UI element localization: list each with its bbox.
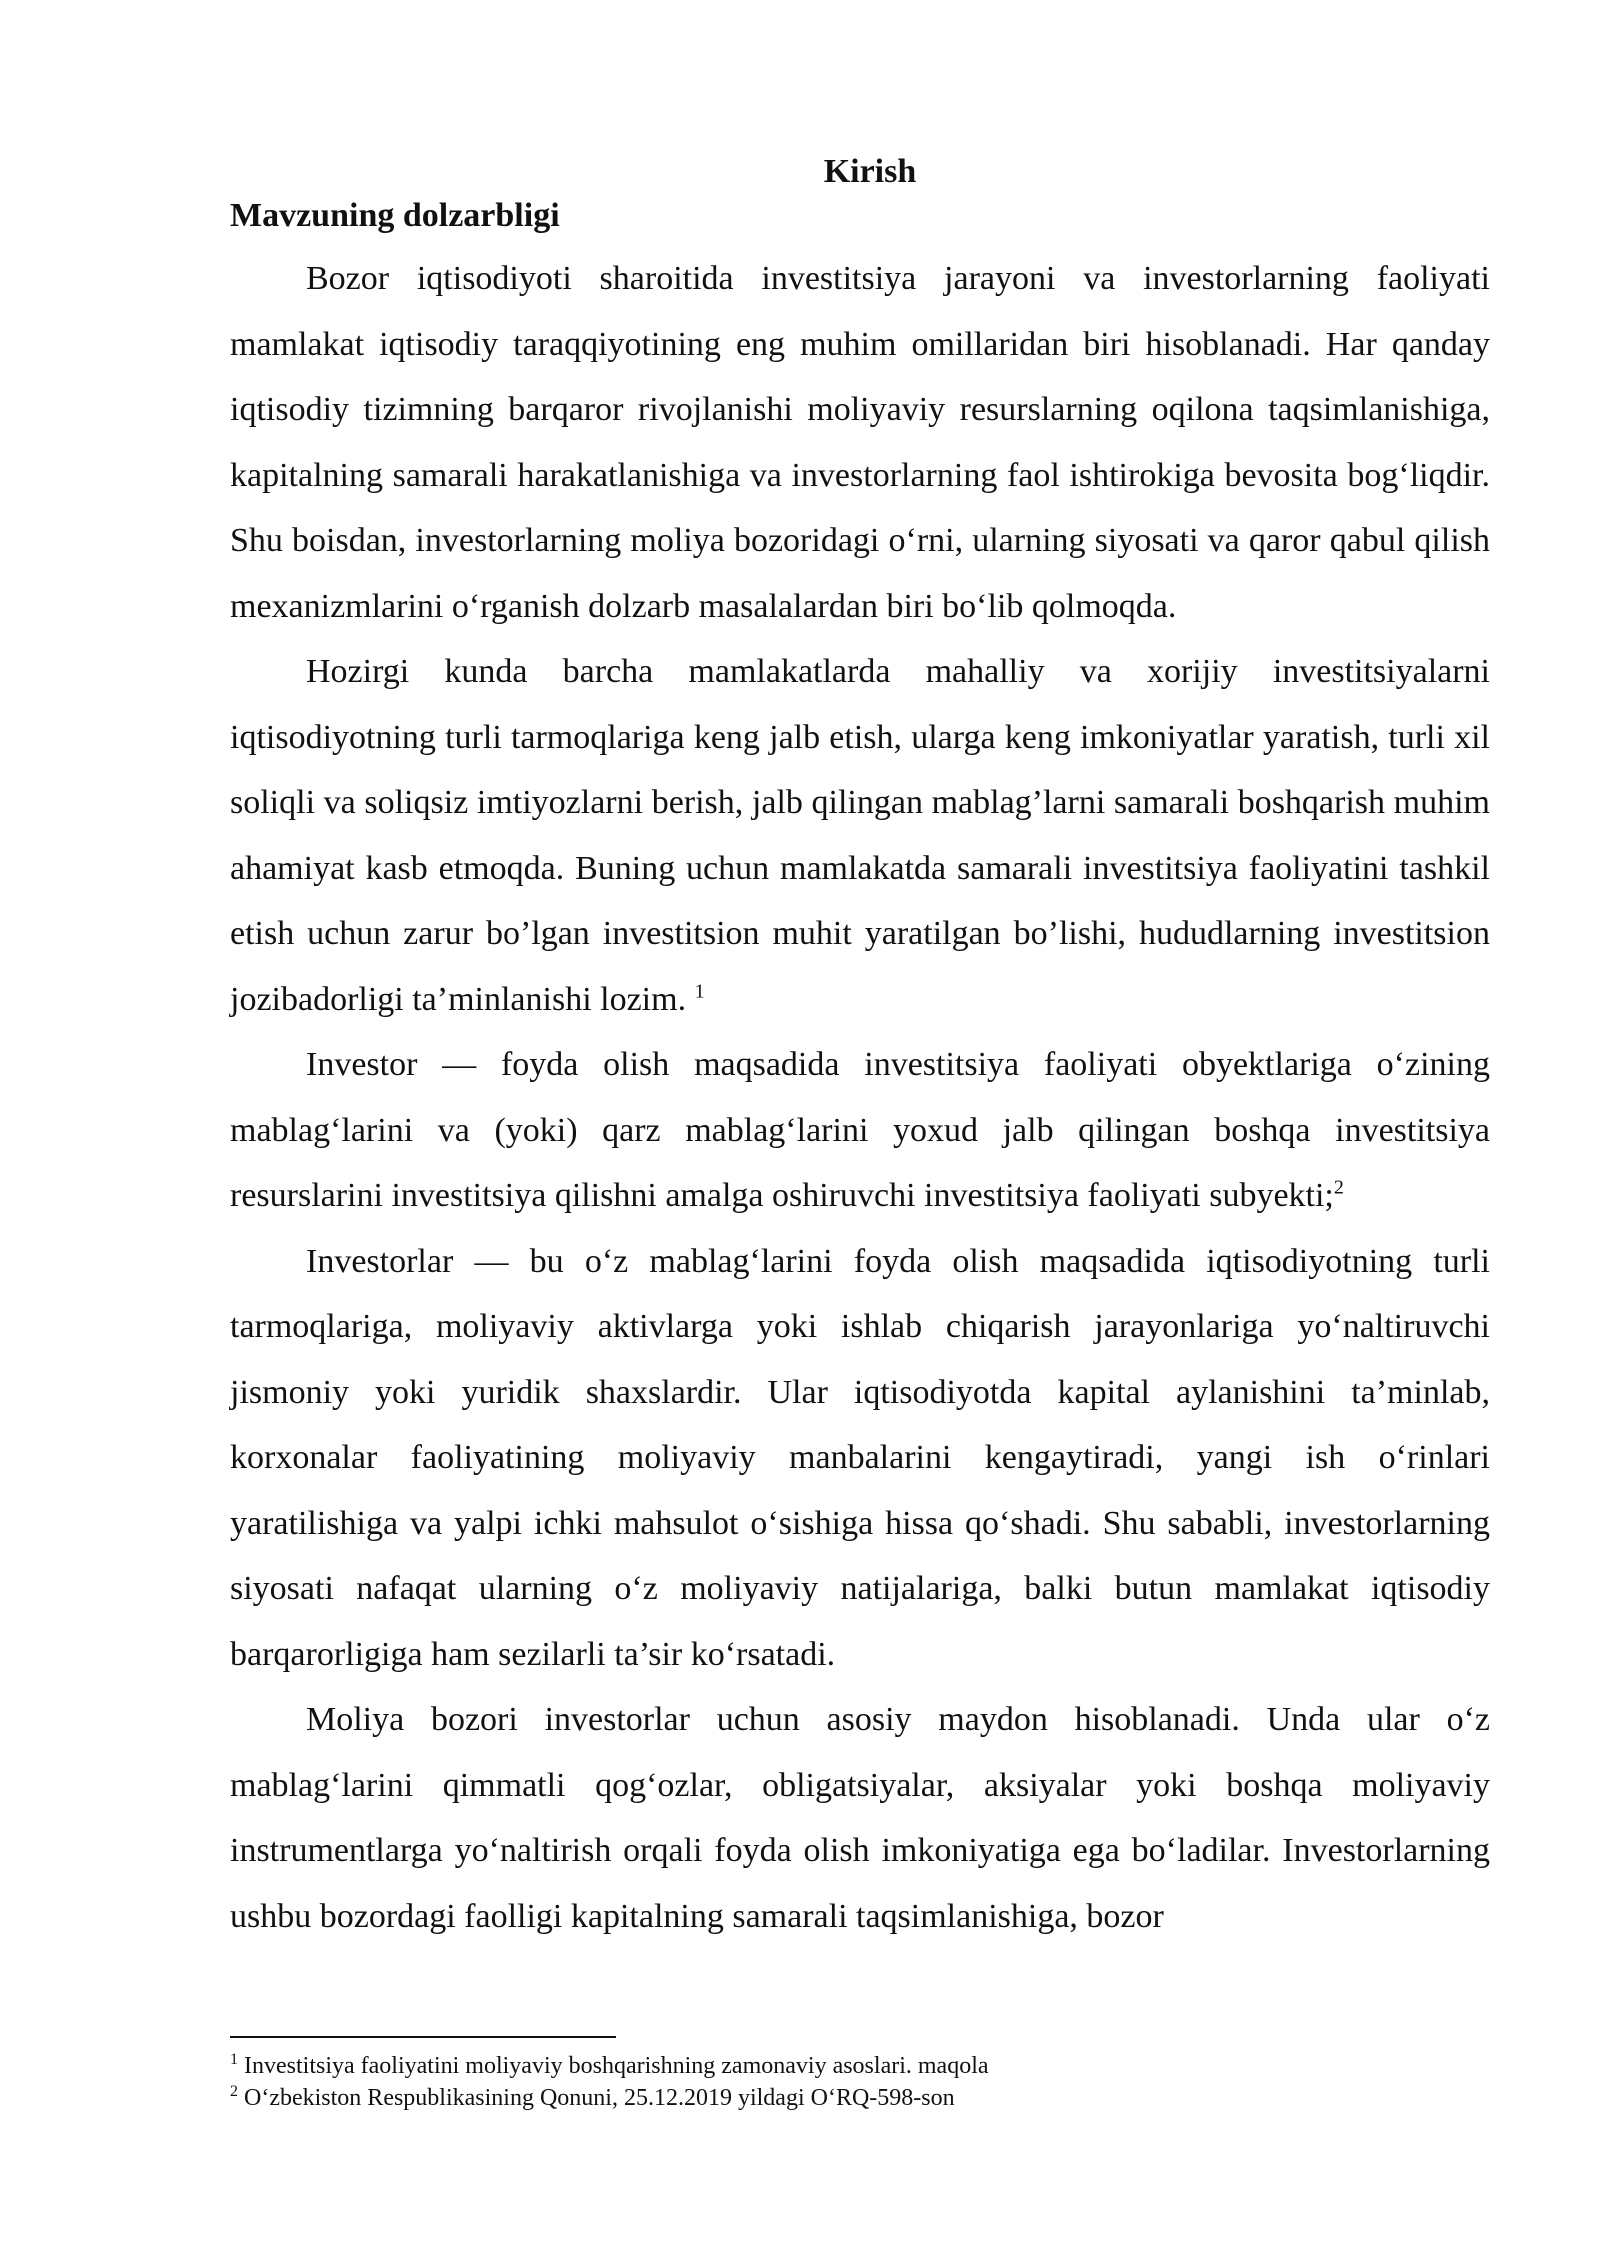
footnote-number: 2	[230, 2083, 238, 2100]
footnote-2	[230, 2082, 1490, 2114]
footnote-1	[230, 2050, 1490, 2082]
footnote-text: Oʻzbekiston Respublikasining Qonuni, 25.12.2019 yildagi OʻRQ-598-son	[238, 2085, 955, 2111]
paragraph-2	[230, 639, 1490, 1032]
paragraph-text: Investor — foyda olish maqsadida investitsiya faoliyati obyektlariga oʻzining mablagʻlarini va (yoki) qarz mablagʻlarini yoxud jalb qilingan boshqa investitsiya resurslarini investitsiya qilishni amalga oshiruvchi investitsiya faoliyati subyekti;	[230, 1046, 1490, 1214]
paragraph-text: Investorlar — bu oʻz mablagʻlarini foyda olish maqsadida iqtisodiyotning turli tarmoqlariga, moliyaviy aktivlarga yoki ishlab chiqarish jarayonlariga yoʻnaltiruvchi jismoniy yoki yuridik shaxslardir. Ular iqtisodiyotda kapital aylanishini ta’minlab, korxonalar faoliyatining moliyaviy manbalarini kengaytiradi, yangi ish oʻrinlari yaratilishiga va yalpi ichki mahsulot oʻsishiga hissa qoʻshadi. Shu sababli, investorlarning siyosati nafaqat ularning oʻz moliyaviy natijalariga, balki butun mamlakat iqtisodiy barqarorligiga ham sezilarli ta’sir koʻrsatadi.	[230, 1242, 1490, 1673]
footnote-separator	[230, 2036, 616, 2038]
document-page	[230, 150, 1490, 1949]
footnotes	[230, 2050, 1490, 2114]
paragraph-text: Hozirgi kunda barcha mamlakatlarda mahalliy va xorijiy investitsiyalarni iqtisodiyotning turli tarmoqlariga keng jalb etish, ularga keng imkoniyatlar yaratish, turli xil soliqli va soliqsiz imtiyozlarni berish, jalb qilingan mablag’larni samarali boshqarish muhim ahamiyat kasb etmoqda. Buning uchun mamlakatda samarali investitsiya faoliyatini tashkil etish uchun zarur bo’lgan investitsion muhit yaratilgan bo’lishi, hududlarning investitsion jozibadorligi ta’minlanishi lozim.	[230, 653, 1490, 1018]
paragraph-text: Moliya bozori investorlar uchun asosiy maydon hisoblanadi. Unda ular oʻz mablagʻlarini qimmatli qogʻozlar, obligatsiyalar, aksiyalar yoki boshqa moliyaviy instrumentlarga yoʻnaltirish orqali foyda olish imkoniyatiga ega boʻladilar. Investorlarning ushbu bozordagi faolligi kapitalning samarali taqsimlanishiga, bozor	[230, 1701, 1490, 1935]
footnote-ref-1[interactable]: 1	[694, 980, 705, 1003]
section-heading: Mavzuning dolzarbligi	[230, 197, 560, 234]
paragraph-4	[230, 1229, 1490, 1688]
paragraph-text: Bozor iqtisodiyoti sharoitida investitsiya jarayoni va investorlarning faoliyati mamlakat iqtisodiy taraqqiyotining eng muhim omillaridan biri hisoblanadi. Har qanday iqtisodiy tizimning barqaror rivojlanishi moliyaviy resurslarning oqilona taqsimlanishiga, kapitalning samarali harakatlanishiga va investorlarning faol ishtirokiga bevosita bogʻliqdir. Shu boisdan, investorlarning moliya bozoridagi oʻrni, ularning siyosati va qaror qabul qilish mexanizmlarini oʻrganish dolzarb masalalardan biri boʻlib qolmoqda.	[230, 260, 1490, 625]
footnote-text: Investitsiya faoliyatini moliyaviy boshqarishning zamonaviy asoslari. maqola	[238, 2053, 989, 2079]
paragraph-1	[230, 246, 1490, 639]
paragraph-3	[230, 1032, 1490, 1229]
page-title: Kirish	[823, 153, 917, 190]
paragraph-5	[230, 1687, 1490, 1949]
footnote-number: 1	[230, 2051, 238, 2068]
footnote-ref-2[interactable]: 2	[1333, 1176, 1344, 1199]
